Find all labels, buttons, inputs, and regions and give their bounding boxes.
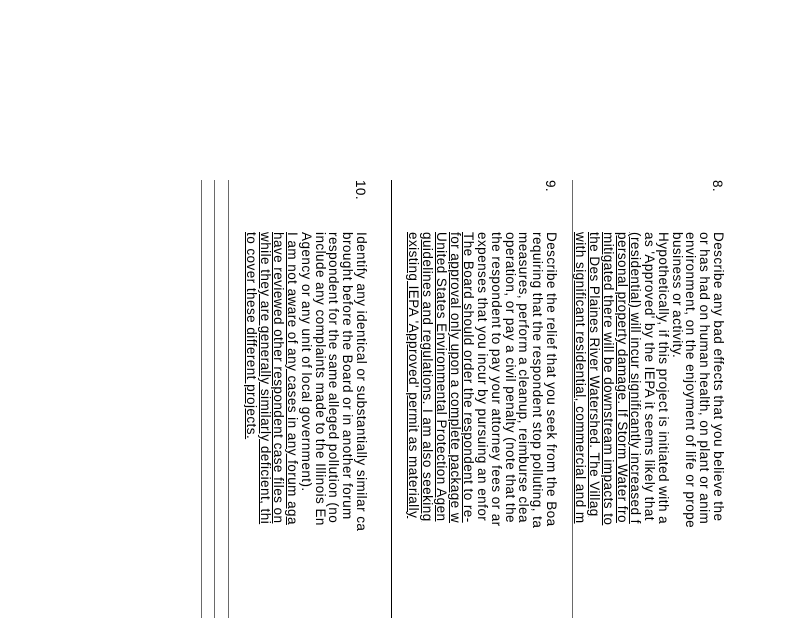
answer-line: have reviewed other respondent case files on — [271, 232, 287, 524]
answer-line: guidelines and regulations. I am also seeking — [420, 232, 436, 522]
blank-line — [572, 180, 589, 618]
text-line: environment, on the enjoyment of life or prope — [683, 232, 699, 529]
text-line: brought before the Board or in another forum — [340, 232, 356, 520]
item-body — [407, 232, 558, 618]
text-line: include any complaints made to the Illinois En — [312, 232, 328, 526]
answer-line: mitigated there will be downstream impacts to — [601, 232, 616, 526]
item-number: 9. — [543, 180, 558, 193]
text-line: operation, or pay a civil penalty (note that the — [502, 232, 518, 524]
text-line: Agency or any unit of local government). — [299, 232, 314, 492]
item-number: 10. — [353, 180, 368, 200]
answer-line: while they are generally similarly deficient, thi — [257, 232, 273, 525]
answer-line: existing IEPA 'Approved' permit as materially — [406, 232, 422, 519]
answer-line: United States Environmental Protection Agen — [434, 232, 449, 522]
answer-line: the Des Plaines River Watershed. The Villag — [587, 232, 603, 517]
text-line: expenses that you incur by pursuing an enfor — [475, 232, 491, 522]
text-line: measures, perform a cleanup, reimburse clea — [516, 232, 532, 523]
text-line: or has had on human health, on plant or anim — [697, 232, 713, 525]
item-number: 8. — [710, 180, 725, 193]
answer-line: I am not aware of any cases in any forum aga — [285, 232, 301, 525]
text-line: the respondent to pay your attorney fees or ar — [489, 232, 504, 527]
blank-answer-lines — [201, 180, 242, 618]
blank-line — [201, 180, 215, 618]
blank-line — [391, 180, 405, 618]
answer-line: for approval only upon a complete package w — [447, 232, 463, 524]
item-body — [244, 232, 368, 618]
answer-line: personal property damage. If Storm Water fro — [614, 232, 630, 523]
text-line: requiring that the respondent stop polluting, ta — [530, 232, 546, 529]
text-line: Describe the relief that you seek from the Boa — [544, 232, 559, 527]
text-line: Hypothetically, if this project is initiated with a — [656, 232, 671, 525]
blank-answer-lines — [572, 180, 589, 618]
blank-line — [215, 180, 229, 618]
answer-line: to cover these different projects. — [244, 232, 259, 440]
text-line: Describe any bad effects that you believe the — [711, 232, 726, 522]
item-body — [574, 232, 725, 618]
answer-line: The Board should order the respondent to re- — [461, 232, 477, 523]
text-line: as 'Approved' by the IEPA it seems likely that — [642, 232, 658, 521]
text-line: Identify any identical or substantially similar ca — [354, 232, 369, 532]
answer-line: with significant residential, commercial and m — [573, 232, 589, 524]
text-line: respondent for the same alleged pollution (no — [326, 232, 342, 524]
rotated-document — [195, 180, 725, 618]
blank-answer-lines — [391, 180, 405, 618]
answer-line: (residential) will incur significantly increased f — [628, 232, 644, 524]
text-line: business or activity. — [669, 232, 685, 359]
blank-line — [228, 180, 242, 618]
